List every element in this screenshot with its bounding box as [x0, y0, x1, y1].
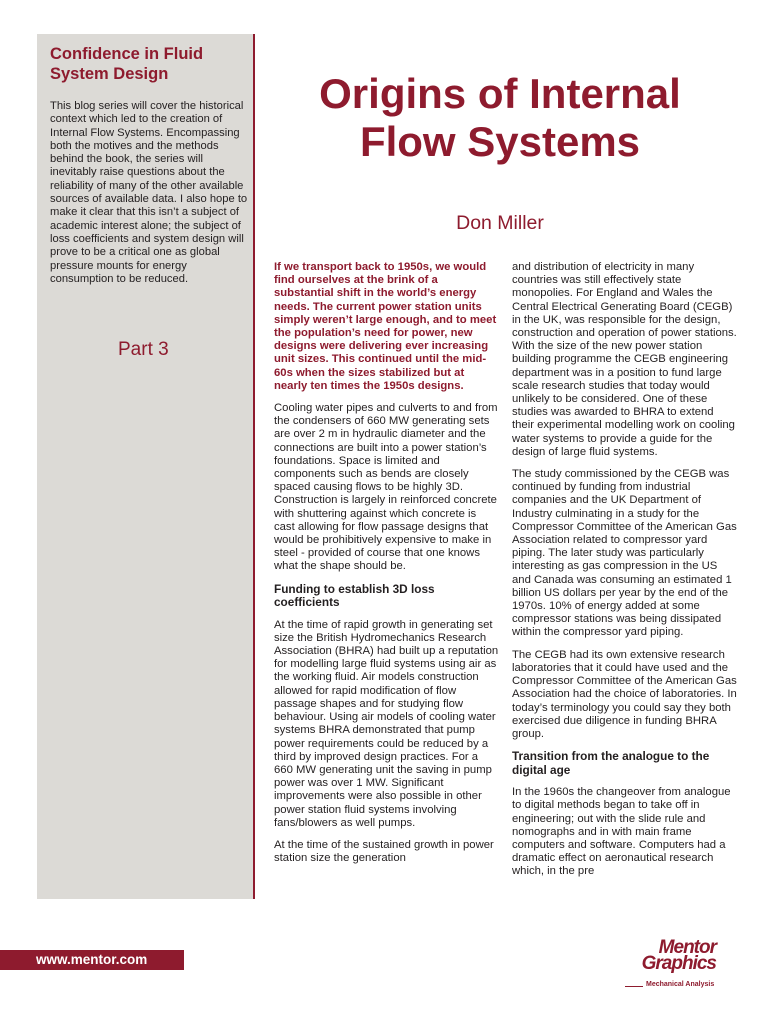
website-link[interactable]: www.mentor.com — [0, 950, 184, 970]
body-paragraph: In the 1960s the changeover from analogue to digital methods began to take off in engineering; out with the slide rule and nomographs and in with main frame computers and software. Computers had a dramatic effect on aeronautical research which, in the pre — [512, 786, 731, 878]
logo-subtitle: Mechanical Analysis — [646, 981, 715, 988]
body-paragraph: and distribution of electricity in many countries was still effectively state monopolies. For England and Wales the Central Electrical Generating Board (CEGB) in the UK, was responsible for the design, construction and operation of power stations. With the size of the new power station building programme the CEGB engineering department was in a position to fund large scale research studies that today would unlikely to be considered. One of these studies was awarded to BHRA to extend their experimental modelling work on cooling water systems to provide a guide for the design of large fluid systems. — [512, 261, 737, 458]
logo-wordmark: Mentor Graphics — [641, 937, 716, 974]
article-column-left — [274, 261, 500, 874]
part-label: Part 3 — [118, 339, 169, 361]
article-column-right — [512, 261, 738, 888]
sidebar-panel — [37, 34, 255, 899]
section-heading: Transition from the analogue to the digital age — [512, 749, 710, 777]
body-paragraph: The study commissioned by the CEGB was continued by funding from industrial companies and the UK Department of Industry culminating in a study for the Compressor Committee of the American Gas Association related to compressor yard piping. The later study was particularly interesting as gas compression in the US and Canada was consuming an estimated 1 billion US dollars per year by the end of the 1970s. 10% of energy added at some compressor stations was being dissipated within the compressor yard piping. — [512, 468, 737, 639]
sidebar-title: Confidence in Fluid System Design — [50, 45, 204, 83]
lead-paragraph: If we transport back to 1950s, we would find ourselves at the brink of a substantial shift in the world’s energy needs. The current power station units simply weren’t large enough, and to meet the population’s need for power, new designs were delivering ever increasing unit sizes. This continued until the mid-60s when the sizes stabilized but at nearly ten times the 1950s designs. — [274, 261, 497, 392]
section-heading: Funding to establish 3D loss coefficients — [274, 581, 435, 610]
article-author: Don Miller — [456, 212, 544, 234]
article-title: Origins of Internal Flow Systems — [319, 70, 681, 165]
mentor-graphics-logo — [600, 937, 730, 1000]
body-paragraph: At the time of the sustained growth in power station size the generation — [274, 838, 494, 865]
sidebar-intro: This blog series will cover the historical context which led to the creation of Internal Flow Systems. Encompassing both the motives and the methods behind the book, the series will inevitably raise questions about the reliability of many of the other available sources of available data. I also hope to make it clear that this isn’t a subject of academic interest alone; the subject of loss coefficients and system design will prove to be a critical one as global pressure mounts for energy consumption to be reduced. — [50, 100, 248, 285]
body-paragraph: Cooling water pipes and culverts to and from the condensers of 660 MW generating sets are over 2 m in hydraulic diameter and the connections are built into a power station’s foundations. Space is limited and components such as bends are closely spaced causing flows to be highly 3D. Construction is largely in reinforced concrete with shuttering against which concrete is cast allowing for flow passage designs that would be prohibitively expensive to make in steel - provided of course that one knows what the shape should be. — [274, 402, 498, 573]
body-paragraph: The CEGB had its own extensive research laboratories that it could have used and the Compressor Committee of the American Gas Association had the choice of laboratories. In today’s terminology you could say they both exercised due diligence in funding BHRA group. — [512, 648, 737, 740]
body-paragraph: At the time of rapid growth in generating set size the British Hydromechanics Research Association (BHRA) had built up a reputation for modelling large fluid systems using air as the working fluid. Air models construction allowed for rapid modification of flow passage shapes and for studying flow behaviour. Using air models of cooling water systems BHRA demonstrated that pump power requirements could be reduced by a third by improved design practices. For a 660 MW generating unit the saving in pump power was over 1 MW. Significant improvements were also possible in other power station fluid systems involving fans/blowers as well pumps. — [274, 618, 499, 829]
logo-divider — [625, 986, 643, 987]
